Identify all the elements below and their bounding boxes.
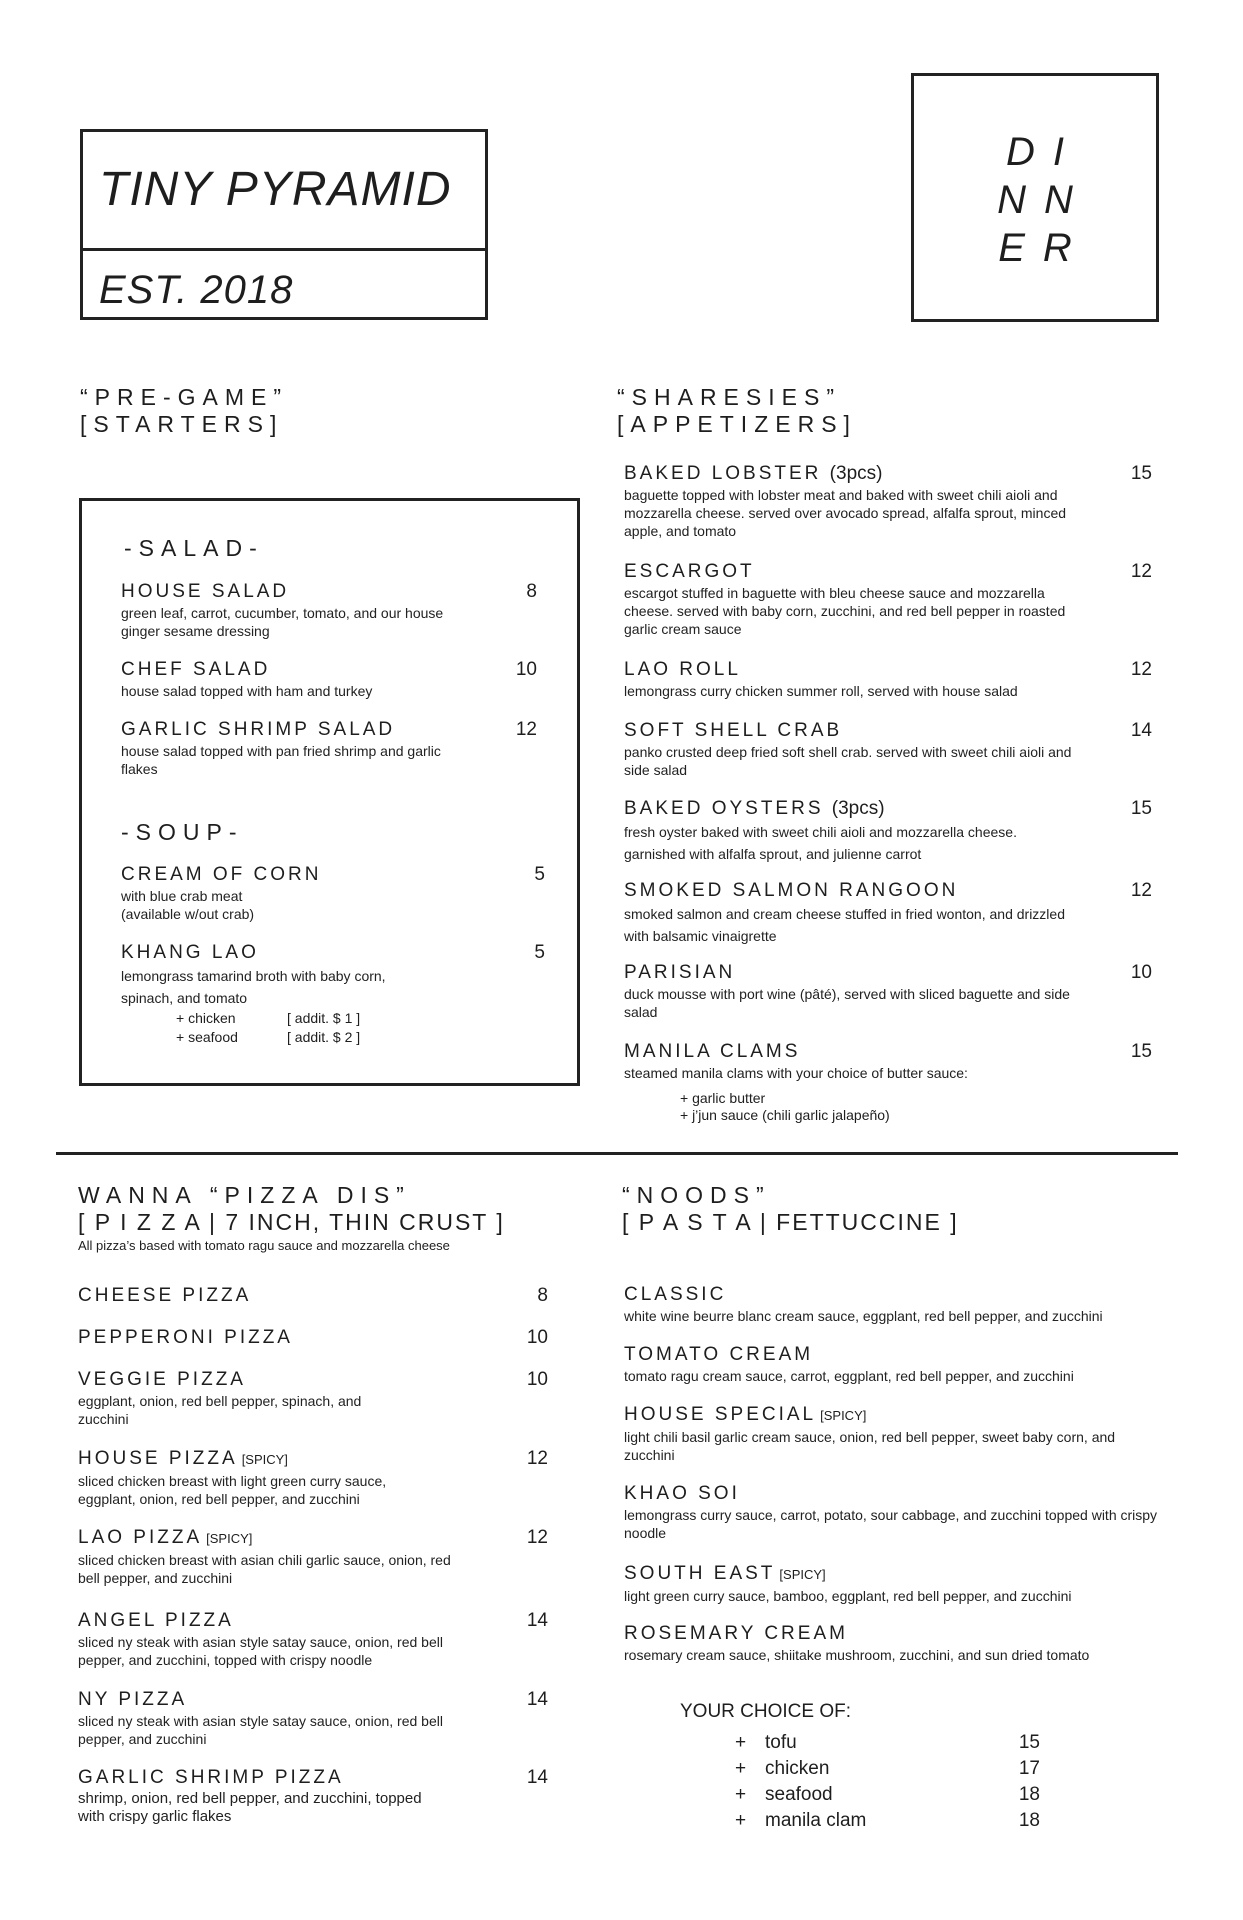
item-price: 8 [526,581,537,602]
menu-item [78,1527,548,1587]
item-name-text: SOUTH EAST [624,1563,776,1584]
pregame-heading [80,384,288,438]
item-price: 8 [537,1285,548,1306]
item-pieces: (3pcs) [831,798,885,819]
item-description: rosemary cream sauce, shiitake mushroom, zucchini, and sun dried tomato [624,1647,1090,1663]
item-name: MANILA CLAMS [624,1041,801,1062]
menu-item [624,1284,1164,1325]
item-name: PARISIAN [624,962,736,983]
item-description: shrimp, onion, red bell pepper, and zucchini, topped with crispy garlic flakes [78,1790,422,1825]
item-price: 5 [534,942,545,963]
spicy-tag: [SPICY] [779,1567,826,1582]
section-subtitle: [STARTERS] [80,411,284,437]
section-title: “PRE-GAME” [80,384,288,410]
addon-price: [ addit. $ 2 ] [287,1029,361,1045]
spicy-tag: [SPICY] [206,1531,253,1546]
spicy-tag: [SPICY] [241,1452,288,1467]
addon-label: + chicken [176,1010,236,1026]
item-description: sliced chicken breast with light green curry sauce, eggplant, onion, red bell pepper, and zucchini [78,1473,387,1507]
plus-icon: + [735,1810,747,1831]
protein-choice [735,1758,1040,1784]
soup-heading: -SOUP- [121,819,244,845]
item-name [78,1448,548,1471]
clam-option: + j’jun sauce (chili garlic jalapeño) [680,1107,890,1123]
established-year: EST. 2018 [99,268,294,312]
item-name-text: BAKED OYSTERS [624,798,824,819]
menu-item [78,1327,548,1349]
item-name: CHEF SALAD [121,659,271,680]
noods-heading [622,1182,959,1236]
item-price: 15 [1130,463,1152,484]
item-description: baguette topped with lobster meat and baked with sweet chili aioli and mozzarella cheese. served over avocado spread, alfalfa sprout, minced apple, and tomato [624,487,1067,539]
menu-item [624,1344,1164,1385]
item-description: escargot stuffed in baguette with bleu cheese sauce and mozzarella cheese. served with baby corn, zucchini, and red bell pepper in roasted garlic cream sauce [624,585,1066,637]
item-description: light green curry sauce, bamboo, eggplant, red bell pepper, and zucchini [624,1588,1072,1604]
protein-choice [735,1810,1040,1836]
menu-item [78,1448,548,1508]
menu-item [121,581,537,640]
item-price: 12 [526,1448,548,1469]
menu-item [624,463,1152,540]
item-name: ANGEL PIZZA [78,1610,234,1631]
item-price: 10 [526,1327,548,1348]
item-description: eggplant, onion, red bell pepper, spinach, and zucchini [78,1393,362,1427]
section-divider [56,1152,1178,1155]
menu-item [121,864,545,923]
item-price: 12 [1130,659,1152,680]
item-name: GARLIC SHRIMP SALAD [121,719,396,740]
item-description: lemongrass tamarind broth with baby corn, spinach, and tomato [121,968,386,1006]
item-description: green leaf, carrot, cucumber, tomato, and our house ginger sesame dressing [121,605,444,639]
item-price: 12 [1130,561,1152,582]
plus-icon: + [735,1758,747,1779]
item-name [624,463,1152,485]
menu-item [624,962,1152,1021]
choice-price: 17 [1018,1758,1040,1779]
item-name: VEGGIE PIZZA [78,1369,246,1390]
menu-item [121,659,537,700]
item-name [78,1527,548,1550]
item-price: 5 [534,864,545,885]
item-name: TOMATO CREAM [624,1344,814,1365]
item-description: sliced ny steak with asian style satay sauce, onion, red bell pepper, and zucchini, topped with crispy noodle [78,1634,443,1668]
choice-label: chicken [765,1758,830,1779]
item-description: fresh oyster baked with sweet chili aioli and mozzarella cheese. garnished with alfalfa sprout, and julienne carrot [624,824,1017,862]
item-name: KHANG LAO [121,942,259,963]
item-description: duck mousse with port wine (pâté), served with sliced baguette and side salad [624,986,1070,1020]
protein-choice-list [735,1732,1040,1836]
menu-item [624,720,1152,779]
section-title: “NOODS” [622,1182,771,1208]
item-name: HOUSE SALAD [121,581,290,602]
menu-item [624,561,1152,638]
menu-item [624,1041,1152,1082]
section-subtitle: [ P A S T A | FETTUCCINE ] [622,1209,959,1235]
menu-item [624,1563,1164,1605]
menu-item [624,880,1152,947]
item-price: 12 [526,1527,548,1548]
menu-item [78,1369,548,1428]
dinner-box [911,73,1159,322]
menu-item [121,719,537,778]
dinner-line-2: NN [997,178,1091,222]
item-price: 14 [526,1689,548,1710]
item-name [624,798,1152,820]
item-description: smoked salmon and cream cheese stuffed in fried wonton, and drizzled with balsamic vinaigrette [624,906,1065,944]
menu-item [624,659,1152,700]
item-pieces: (3pcs) [829,463,883,484]
choice-price: 15 [1018,1732,1040,1753]
item-price: 15 [1130,798,1152,819]
item-description: sliced chicken breast with asian chili garlic sauce, onion, red bell pepper, and zucchini [78,1552,451,1586]
item-description: house salad topped with ham and turkey [121,683,373,699]
item-name: KHAO SOI [624,1483,740,1504]
item-description: panko crusted deep fried soft shell crab. served with sweet chili aioli and side salad [624,744,1072,778]
item-name: NY PIZZA [78,1689,188,1710]
section-title: WANNA “PIZZA DIS” [78,1182,411,1208]
item-name-text: LAO PIZZA [78,1527,203,1548]
item-description: tomato ragu cream sauce, carrot, eggplant, red bell pepper, and zucchini [624,1368,1074,1384]
menu-item [624,1623,1164,1664]
item-name: LAO ROLL [624,659,741,680]
item-price: 12 [1130,880,1152,901]
item-name: GARLIC SHRIMP PIZZA [78,1767,344,1788]
section-subtitle: [ P I Z Z A | 7 INCH, THIN CRUST ] [78,1209,505,1235]
section-subtitle: [APPETIZERS] [617,411,857,437]
menu-item [78,1285,548,1307]
menu-item [78,1689,548,1748]
choice-price: 18 [1018,1784,1040,1805]
pizza-heading [78,1182,505,1253]
item-description: sliced ny steak with asian style satay sauce, onion, red bell pepper, and zucchini [78,1713,443,1747]
menu-item [78,1610,548,1669]
item-name [624,1404,1164,1427]
item-description: lemongrass curry sauce, carrot, potato, sour cabbage, and zucchini topped with crispy noodle [624,1507,1158,1541]
starters-box [79,498,580,1086]
item-name: ESCARGOT [624,561,755,582]
restaurant-title-box [80,129,488,320]
section-title: “SHARESIES” [617,384,841,410]
item-price: 10 [515,659,537,680]
item-price: 10 [1130,962,1152,983]
section-note: All pizza’s based with tomato ragu sauce and mozzarella cheese [78,1238,450,1253]
plus-icon: + [735,1732,747,1753]
item-name-text: BAKED LOBSTER [624,463,822,484]
spicy-tag: [SPICY] [820,1408,867,1423]
item-name: CREAM OF CORN [121,864,322,885]
item-description: with blue crab meat (available w/out crab) [121,888,255,922]
item-name: SMOKED SALMON RANGOON [624,880,959,901]
item-price: 10 [526,1369,548,1390]
salad-heading: -SALAD- [124,535,264,561]
item-name: ROSEMARY CREAM [624,1623,848,1644]
item-price: 14 [1130,720,1152,741]
protein-choice [735,1784,1040,1810]
item-price: 14 [526,1610,548,1631]
item-name-text: HOUSE SPECIAL [624,1404,817,1425]
plus-icon: + [735,1784,747,1805]
item-name: CHEESE PIZZA [78,1285,252,1306]
dinner-line-1: DI [1006,130,1082,174]
choice-label: manila clam [765,1810,867,1831]
item-name: PEPPERONI PIZZA [78,1327,293,1348]
sharesies-heading [617,384,857,438]
clam-option: + garlic butter [680,1090,766,1106]
menu-item [78,1767,548,1826]
addon-label: + seafood [176,1029,238,1045]
choice-price: 18 [1018,1810,1040,1831]
protein-choice [735,1732,1040,1758]
item-price: 15 [1130,1041,1152,1062]
dinner-line-3: ER [998,226,1090,270]
item-description: white wine beurre blanc cream sauce, eggplant, red bell pepper, and zucchini [624,1308,1103,1324]
item-description: steamed manila clams with your choice of butter sauce: [624,1065,968,1081]
choice-label: seafood [765,1784,833,1805]
menu-item [624,1483,1174,1542]
menu-item [121,942,545,1009]
item-description: house salad topped with pan fried shrimp and garlic flakes [121,743,441,777]
menu-item [624,798,1152,865]
title-divider [83,248,485,251]
item-name: CLASSIC [624,1284,727,1305]
choice-label: tofu [765,1732,797,1753]
item-price: 14 [526,1767,548,1788]
menu-item [624,1404,1164,1464]
item-price: 12 [515,719,537,740]
addon-price: [ addit. $ 1 ] [287,1010,361,1026]
item-name-text: HOUSE PIZZA [78,1448,238,1469]
item-name: SOFT SHELL CRAB [624,720,843,741]
restaurant-name: TINY PYRAMID [99,163,452,216]
item-description: light chili basil garlic cream sauce, onion, red bell pepper, sweet baby corn, and zucchini [624,1429,1116,1463]
protein-choice-title: YOUR CHOICE OF: [680,1701,852,1722]
item-name [624,1563,1164,1586]
item-description: lemongrass curry chicken summer roll, served with house salad [624,683,1018,699]
